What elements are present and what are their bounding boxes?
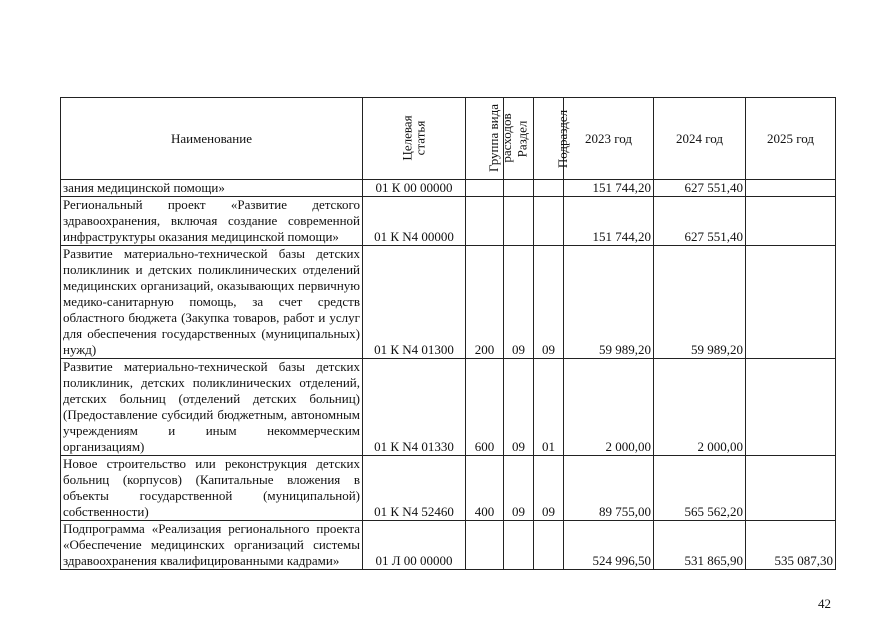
row-name: Подпрограмма «Реализация регионального проекта «Обеспечение медицинских организаций системы здравоохранения квалифицированными кадрами» [61,521,363,570]
row-code: 01 Л 00 00000 [363,521,466,570]
header-name: Наименование [61,98,363,180]
row-2025 [746,180,836,197]
row-code: 01 К 00 00000 [363,180,466,197]
row-subsection [534,521,564,570]
row-group: 600 [466,359,504,456]
table-row [61,521,836,570]
row-2023: 151 744,20 [564,180,654,197]
row-name: Развитие материально-технической базы детских поликлиник, детских поликлинических отделений, детских больниц (отделений детских больниц) (Предоставление субсидий бюджетным, автономным учреждениям и иным некоммерческим организациям) [61,359,363,456]
row-section: 09 [504,246,534,359]
table-row [61,246,836,359]
row-name: Новое строительство или реконструкция детских больниц (корпусов) (Капитальные вложения в объекты государственной (муниципальной) собственности) [61,456,363,521]
row-name: Региональный проект «Развитие детского здравоохранения, включая создание современной инфраструктуры оказания медицинской помощи» [61,197,363,246]
table-row [61,456,836,521]
row-code: 01 К N4 01330 [363,359,466,456]
row-2025: 535 087,30 [746,521,836,570]
row-section [504,180,534,197]
row-2024: 565 562,20 [654,456,746,521]
row-group [466,197,504,246]
row-code: 01 К N4 01300 [363,246,466,359]
row-2024: 531 865,90 [654,521,746,570]
table-row [61,359,836,456]
page-number: 42 [818,596,831,611]
row-2024: 2 000,00 [654,359,746,456]
header-subsection: Подраздел [534,98,564,180]
row-subsection [534,197,564,246]
row-2023: 59 989,20 [564,246,654,359]
row-code: 01 К N4 00000 [363,197,466,246]
header-2025: 2025 год [746,98,836,180]
table-header [61,98,836,180]
header-section: Раздел [504,98,534,180]
row-section [504,521,534,570]
row-subsection: 09 [534,456,564,521]
row-2025 [746,359,836,456]
row-section [504,197,534,246]
row-subsection [534,180,564,197]
row-2025 [746,246,836,359]
row-2024: 627 551,40 [654,180,746,197]
row-2025 [746,197,836,246]
row-2024: 627 551,40 [654,197,746,246]
row-name: Развитие материально-технической базы детских поликлиник и детских поликлинических отделений медицинских организаций, оказывающих первичную медико-санитарную помощь, за счет средств областного бюджета (Закупка товаров, работ и услуг для обеспечения государственных (муниципальных) нужд) [61,246,363,359]
row-2023: 2 000,00 [564,359,654,456]
header-2024: 2024 год [654,98,746,180]
row-code: 01 К N4 52460 [363,456,466,521]
header-expense-group: Группа вида расходов [466,98,504,180]
row-name: зания медицинской помощи» [61,180,363,197]
table-row [61,180,836,197]
row-group [466,180,504,197]
row-group: 200 [466,246,504,359]
header-target-article: Целевая статья [363,98,466,180]
row-2023: 151 744,20 [564,197,654,246]
row-2023: 89 755,00 [564,456,654,521]
row-subsection: 09 [534,246,564,359]
header-2023: 2023 год [564,98,654,180]
row-subsection: 01 [534,359,564,456]
row-group [466,521,504,570]
row-2024: 59 989,20 [654,246,746,359]
table-row [61,197,836,246]
row-2023: 524 996,50 [564,521,654,570]
budget-table [60,97,836,570]
row-section: 09 [504,359,534,456]
row-group: 400 [466,456,504,521]
row-section: 09 [504,456,534,521]
row-2025 [746,456,836,521]
